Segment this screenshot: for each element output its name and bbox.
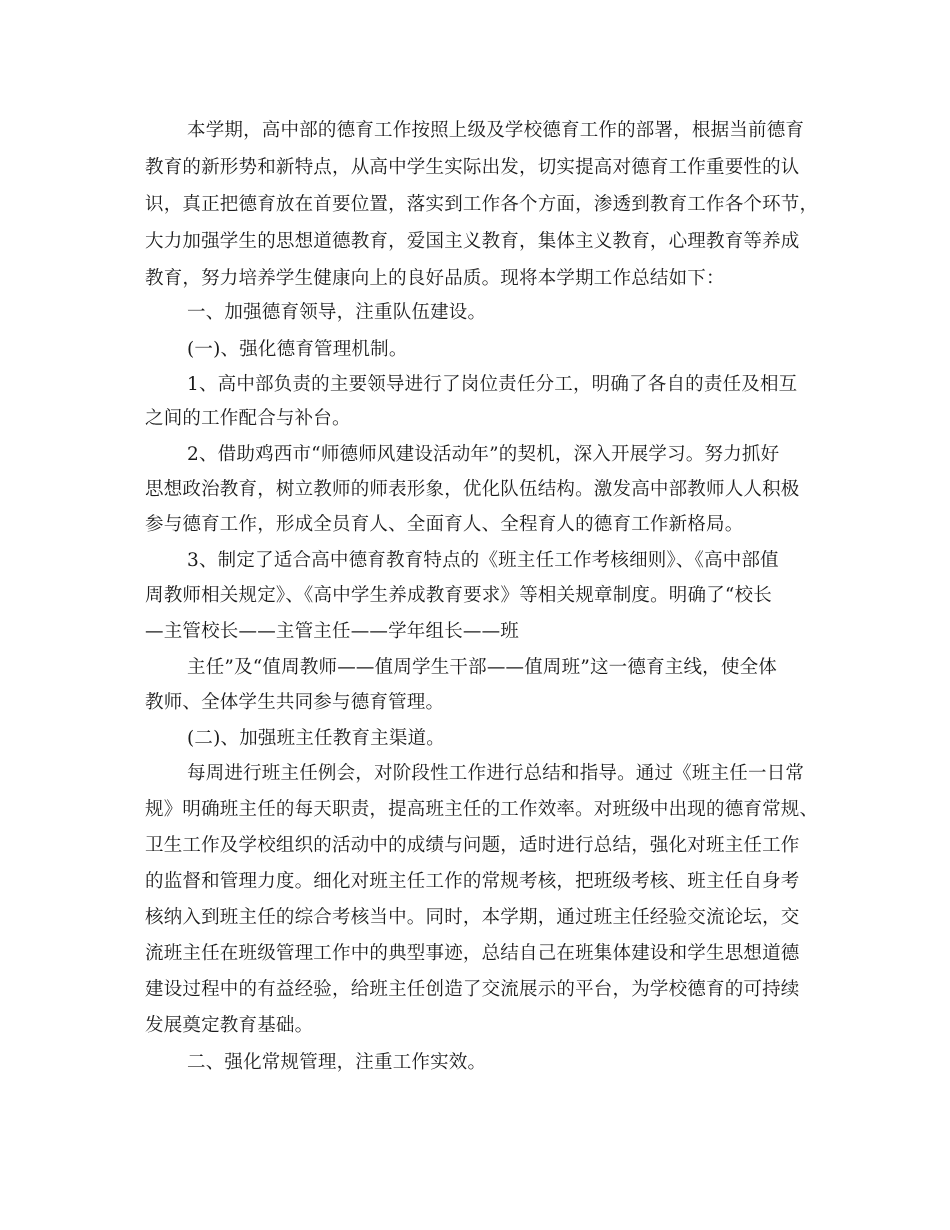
paragraph-line: 教育的新形势和新特点，从高中学生实际出发，切实提高对德育工作重要性的认 — [145, 157, 800, 178]
subsection-heading: (一)、强化德育管理机制。 — [187, 339, 408, 360]
paragraph-line: 教师、全体学生共同参与德育管理。 — [145, 692, 445, 713]
subsection-heading: (二)、加强班主任教育主渠道。 — [187, 728, 445, 749]
paragraph-line: 大力加强学生的思想道德教育，爱国主义教育，集体主义教育，心理教育等养成 — [145, 231, 800, 252]
paragraph-line: 周教师相关规定》、《高中学生养成教育要求》等相关规章制度。明确了“校长 — [145, 585, 772, 606]
paragraph-line: 主任”及“值周教师——值周学生干部——值周班”这一德育主线，使全体 — [187, 657, 777, 678]
paragraph-line: 之间的工作配合与补台。 — [145, 408, 351, 429]
section-heading: 一、加强德育领导，注重队伍建设。 — [187, 302, 487, 323]
section-heading: 二、强化常规管理，注重工作实效。 — [187, 1052, 487, 1073]
paragraph-line: 每周进行班主任例会，对阶段性工作进行总结和指导。通过《班主任一日常 — [187, 763, 805, 784]
paragraph-line: 2、借助鸡西市“师德师风建设活动年”的契机，深入开展学习。努力抓好 — [187, 444, 780, 465]
paragraph-line: 规》明确班主任的每天职责，提高班主任的工作效率。对班级中出现的德育常规、 — [145, 799, 819, 820]
paragraph-line: 发展奠定教育基础。 — [145, 1015, 314, 1036]
paragraph-line: 教育，努力培养学生健康向上的良好品质。现将本学期工作总结如下： — [145, 268, 725, 289]
paragraph-line: 1、高中部负责的主要领导进行了岗位责任分工，明确了各自的责任及相互 — [187, 374, 798, 395]
paragraph-line: 识，真正把德育放在首要位置，落实到工作各个方面，渗透到教育工作各个环节， — [145, 194, 819, 215]
paragraph-line: 建设过程中的有益经验，给班主任创造了交流展示的平台，为学校德育的可持续 — [145, 979, 800, 1000]
paragraph-line: 思想政治教育，树立教师的师表形象，优化队伍结构。激发高中部教师人人积极 — [145, 479, 800, 500]
paragraph-line: 参与德育工作，形成全员育人、全面育人、全程育人的德育工作新格局。 — [145, 514, 744, 535]
paragraph-line: 的监督和管理力度。细化对班主任工作的常规考核，把班级考核、班主任自身考 — [145, 871, 800, 892]
paragraph-line: 3、制定了适合高中德育教育特点的《班主任工作考核细则》、《高中部值 — [187, 550, 779, 571]
paragraph-line: 本学期，高中部的德育工作按照上级及学校德育工作的部署，根据当前德育 — [187, 120, 805, 141]
paragraph-line: 核纳入到班主任的综合考核当中。同时，本学期，通过班主任经验交流论坛，交 — [145, 907, 800, 928]
paragraph-line: 流班主任在班级管理工作中的典型事迹，总结自己在班集体建设和学生思想道德 — [145, 943, 800, 964]
paragraph-line: 卫生工作及学校组织的活动中的成绩与问题，适时进行总结，强化对班主任工作 — [145, 835, 800, 856]
paragraph-line: —主管校长——主管主任——学年组长——班 — [145, 621, 520, 642]
